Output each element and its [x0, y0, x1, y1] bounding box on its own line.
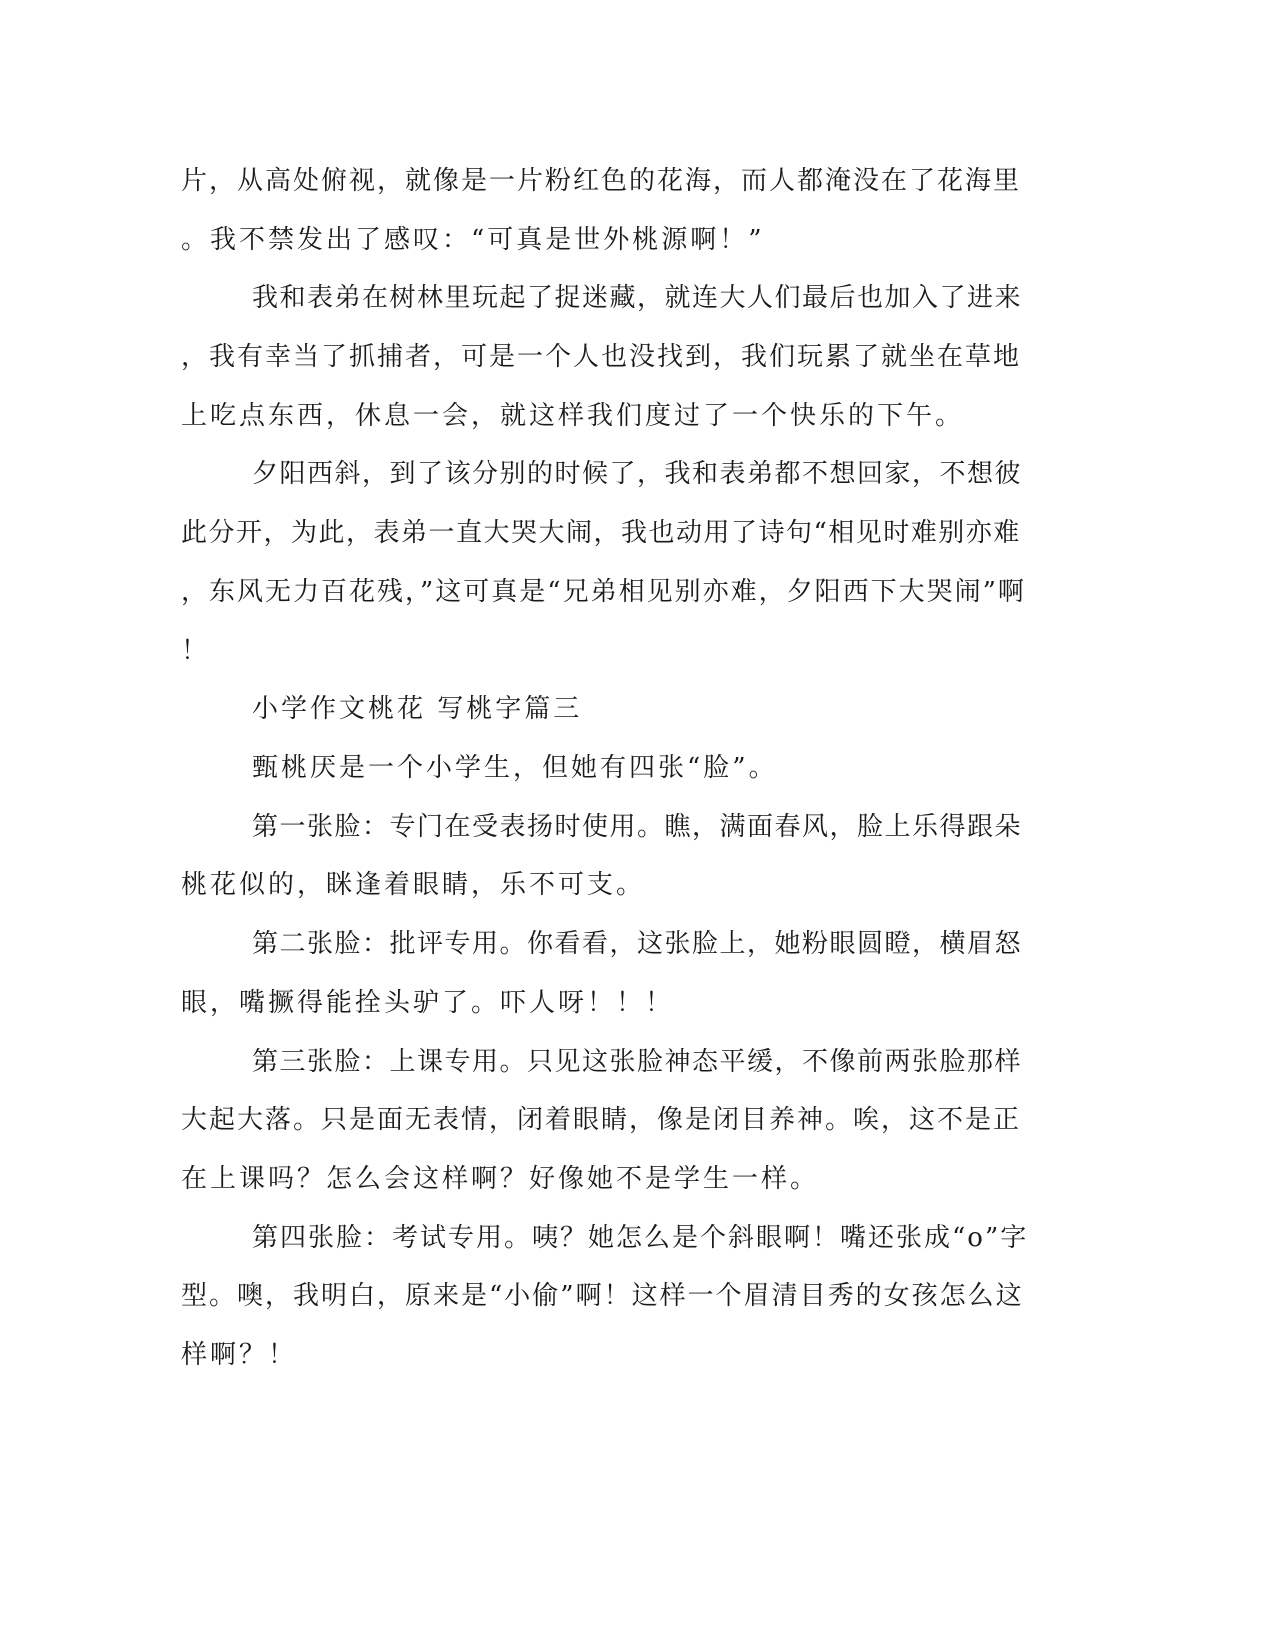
paragraph-start-line: 第一张脸：专门在受表扬时使用。瞧，满面春风，脸上乐得跟朵 — [252, 812, 1023, 842]
paragraph-start-line: 第三张脸：上课专用。只见这张脸神态平缓，不像前两张脸那样 — [252, 1047, 1023, 1077]
text-line: 型。噢，我明白，原来是“小偷”啊！这样一个眉清目秀的女孩怎么这 — [181, 1281, 1024, 1311]
text-line: ！ — [181, 636, 211, 666]
text-line: ，东风无力百花残，”这可真是“兄弟相见别亦难，夕阳西下大哭闹”啊 — [181, 577, 1026, 607]
text-line: 。我不禁发出了感叹：“可真是世外桃源啊！” — [181, 225, 765, 255]
paragraph-start-line: 第四张脸：考试专用。咦？她怎么是个斜眼啊！嘴还张成“o”字 — [252, 1223, 1029, 1253]
section-heading: 小学作文桃花 写桃字篇三 — [252, 694, 583, 724]
paragraph-start-line: 我和表弟在树林里玩起了捉迷藏，就连大人们最后也加入了进来 — [252, 283, 1023, 313]
text-line: 桃花似的，眯逢着眼睛，乐不可支。 — [181, 870, 646, 900]
text-line: 上吃点东西，休息一会，就这样我们度过了一个快乐的下午。 — [181, 401, 965, 431]
text-line: 片，从高处俯视，就像是一片粉红色的花海，而人都淹没在了花海里 — [181, 166, 1022, 196]
paragraph-start-line: 夕阳西斜，到了该分别的时候了，我和表弟都不想回家，不想彼 — [252, 459, 1023, 489]
text-line: 在上课吗？怎么会这样啊？好像她不是学生一样。 — [181, 1164, 820, 1194]
text-line: 此分开，为此，表弟一直大哭大闹，我也动用了诗句“相见时难别亦难 — [181, 518, 1021, 548]
paragraph-start-line: 第二张脸：批评专用。你看看，这张脸上，她粉眼圆瞪，横眉怒 — [252, 929, 1023, 959]
paragraph-start-line: 甄桃厌是一个小学生，但她有四张“脸”。 — [252, 753, 778, 783]
text-line: 眼，嘴撅得能拴头驴了。吓人呀！！！ — [181, 988, 675, 1018]
text-line: 大起大落。只是面无表情，闭着眼睛，像是闭目养神。唉，这不是正 — [181, 1105, 1022, 1135]
text-line: ，我有幸当了抓捕者，可是一个人也没找到，我们玩累了就坐在草地 — [181, 342, 1022, 372]
text-line: 样啊？！ — [181, 1340, 298, 1370]
